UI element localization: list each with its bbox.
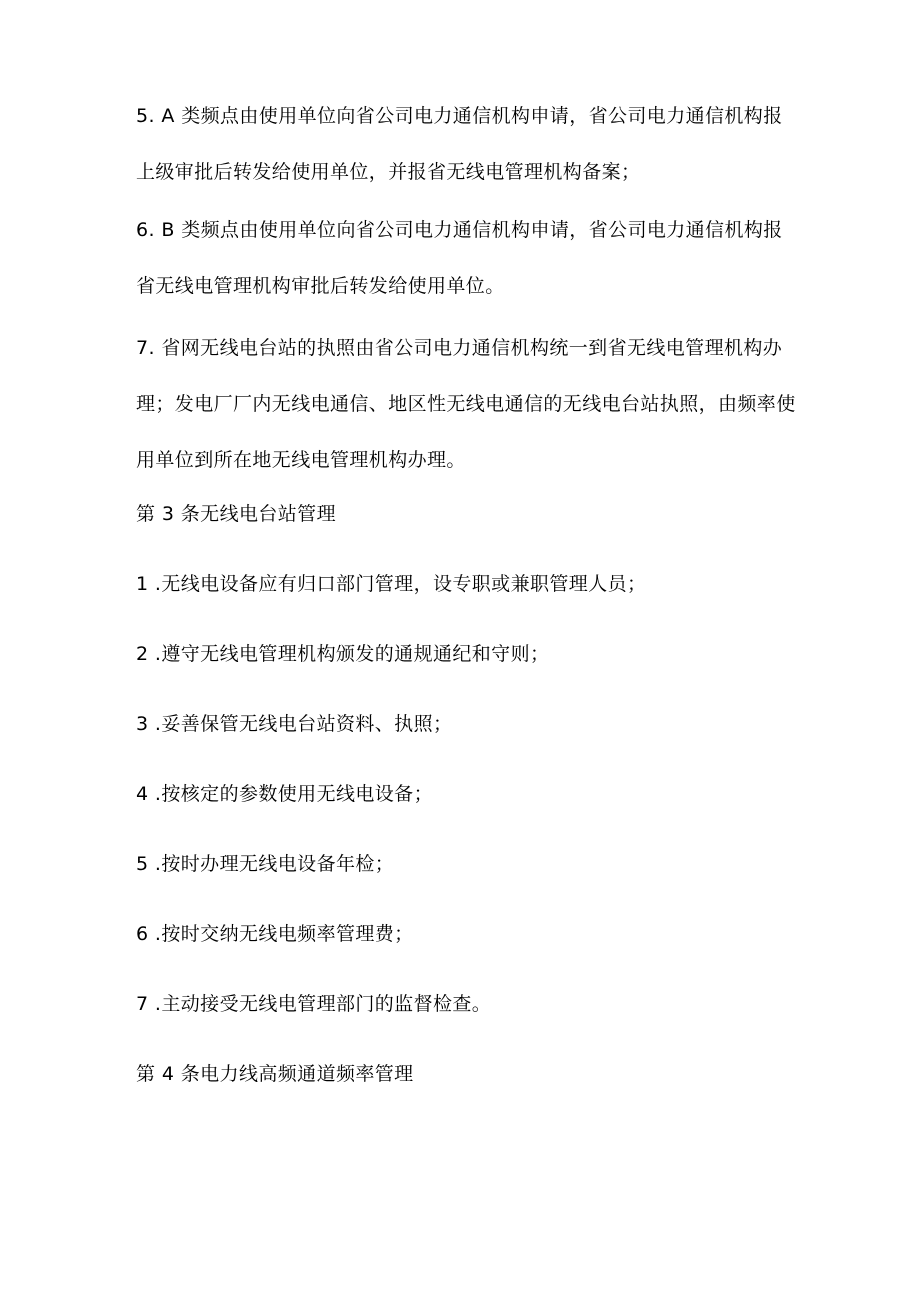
list-item-6: 6 .按时交纳无线电频率管理费； xyxy=(136,923,414,945)
section-heading-article-3: 第 3 条无线电台站管理 xyxy=(136,503,336,525)
list-item-2: 2 .遵守无线电管理机构颁发的通规通纪和守则； xyxy=(136,643,550,665)
section-heading-article-4: 第 4 条电力线高频通道频率管理 xyxy=(136,1063,414,1085)
list-item-1: 1 .无线电设备应有归口部门管理，设专职或兼职管理人员； xyxy=(136,573,647,595)
paragraph-item-7: 7. 省网无线电台站的执照由省公司电力通信机构统一到省无线电管理机构办理；发电厂厂内无线电通信、地区性无线电通信的无线电台站执照，由频率使用单位到所在地无线电管理机构办理。 xyxy=(136,337,796,471)
list-item-3: 3 .妥善保管无线电台站资料、执照； xyxy=(136,713,453,735)
list-item-5: 5 .按时办理无线电设备年检； xyxy=(136,853,395,875)
paragraph-item-6: 6. B 类频点由使用单位向省公司电力通信机构申请，省公司电力通信机构报省无线电管理机构审批后转发给使用单位。 xyxy=(136,219,783,297)
list-item-7: 7 .主动接受无线电管理部门的监督检查。 xyxy=(136,993,492,1015)
list-item-4: 4 .按核定的参数使用无线电设备； xyxy=(136,783,433,805)
paragraph-item-5: 5. A 类频点由使用单位向省公司电力通信机构申请，省公司电力通信机构报上级审批后转发给使用单位，并报省无线电管理机构备案； xyxy=(136,105,783,183)
